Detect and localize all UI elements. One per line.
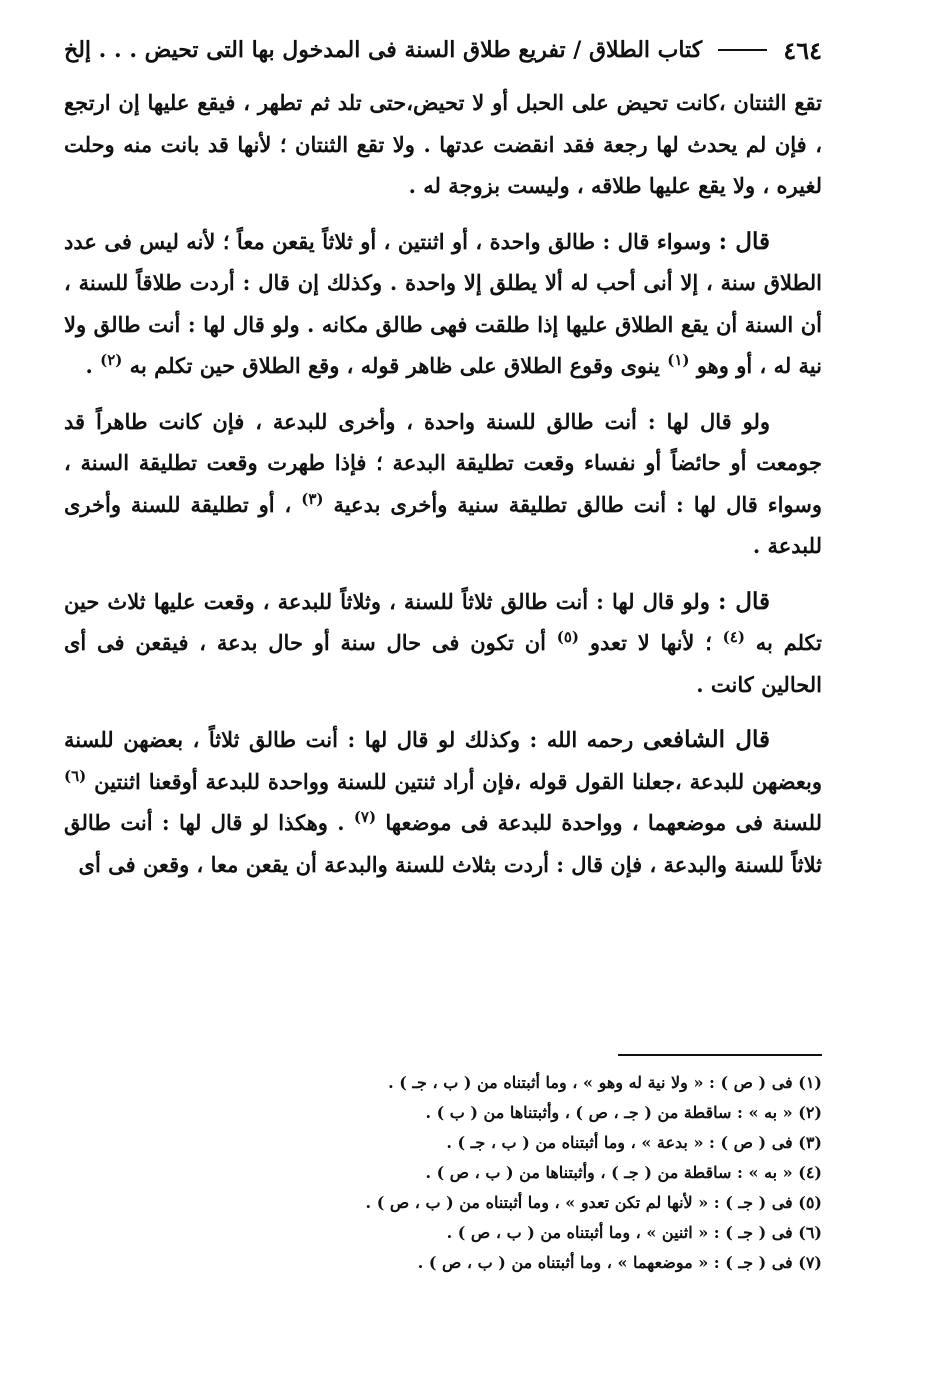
footnote-3: (٣) فى ( ص ) : « بدعة » ، وما أثبتناه من ( ب ، جـ ) . bbox=[446, 1133, 822, 1152]
footnote-marker-1[interactable]: (١) bbox=[667, 351, 690, 369]
paragraph-text: ولو قال لها : أنت طالق للسنة واحدة ، وأخرى للبدعة ، فإن كانت طاهراً قد جومعت أو حائضاً أو نفساء وقعت تطليقة البدعة ؛ فإذا طهرت وقعت تطليقة السنة ، وسواء قال لها : أنت طالق تطليقة سنية وأخرى بدعية bbox=[64, 408, 822, 517]
paragraph-text: ، أو تطليقة للسنة وأخرى للبدعة . bbox=[64, 491, 822, 558]
paragraph-text: رحمه الله : وكذلك لو قال لها : أنت طالق ثلاثاً ، بعضهن للسنة وبعضهن للبدعة ،جعلنا القول قوله ،فإن أراد ثنتين للسنة وواحدة للبدعة أوقعنا اثنتين bbox=[64, 727, 822, 794]
footnote-4: (٤) « به » : ساقطة من ( جـ ) ، وأثبتناها من ( ب ، ص ) . bbox=[425, 1163, 822, 1182]
footnote-marker-2[interactable]: (٢) bbox=[100, 351, 123, 369]
paragraph-text: ينوى وقوع الطلاق على ظاهر قوله ، وقع الطلاق حين تكلم به bbox=[122, 353, 668, 378]
paragraph-1: تقع الثنتان ،كانت تحيض على الحبل أو لا تحيض،حتى تلد ثم تطهر ، فيقع عليها إن ارتجع ، فإن لم يحدث لها رجعة فقد انقضت عدتها . ولا تقع الثنتان ؛ لأنها قد بانت منه وحلت لغيره ، ولا يقع عليها طلاقه ، وليست بزوجة له . bbox=[64, 90, 822, 198]
footnote-5: (٥) فى ( جـ ) : « لأنها لم تكن تعدو » ، وما أثبتناه من ( ب ، ص ) . bbox=[365, 1193, 822, 1212]
paragraph-text: ؛ لأنها لا تعدو bbox=[579, 630, 723, 655]
paragraph-text: . وهكذا لو قال لها : أنت طالق ثلاثاً للسنة والبدعة ، فإن قال : أردت بثلاث للسنة والبدعة أن يقعن معا ، وقعن فى أى bbox=[64, 810, 822, 877]
paragraph-text: . bbox=[85, 353, 101, 378]
running-title: كتاب الطلاق / تفريع طلاق السنة فى المدخول بها التى تحيض . . . إلخ bbox=[64, 37, 703, 63]
footnote-6: (٦) فى ( جـ ) : « اثنين » ، وما أثبتناه من ( ب ، ص ) . bbox=[446, 1223, 822, 1242]
paragraph-lead: قال : bbox=[717, 587, 770, 615]
paragraph-text: للسنة فى موضعهما ، وواحدة للبدعة فى موضعها bbox=[376, 810, 822, 835]
paragraph-2 bbox=[64, 221, 822, 387]
footnote-1: (١) فى ( ص ) : « ولا نية له وهو » ، وما أثبتناه من ( ب ، جـ ) . bbox=[388, 1073, 822, 1092]
footnote-2: (٢) « به » : ساقطة من ( جـ ، ص ) ، وأثبتناها من ( ب ) . bbox=[425, 1103, 822, 1122]
footnote-marker-7[interactable]: (٧) bbox=[353, 808, 377, 826]
paragraph-text: أن تكون فى حال سنة أو حال بدعة ، فيقعن فى أى الحالين كانت . bbox=[64, 630, 822, 697]
footnote-marker-5[interactable]: (٥) bbox=[556, 628, 580, 646]
footnote-marker-3[interactable]: (٣) bbox=[301, 489, 324, 508]
paragraph-text: وسواء قال : طالق واحدة ، أو اثنتين ، أو ثلاثاً يقعن معاً ؛ لأنه ليس فى عدد الطلاق سنة ، إلا أنى أحب له ألا يطلق إلا واحدة . وكذلك إن قال : أردت طلاقاً للسنة ، أن السنة أن يقع الطلاق عليها إذا طلقت فهى طالق مكانه . ولو قال لها : أنت طالق ولا نية له ، أو وهو bbox=[64, 228, 822, 378]
header-rule bbox=[718, 49, 767, 51]
running-header bbox=[64, 30, 822, 70]
footnote-marker-6[interactable]: (٦) bbox=[64, 766, 87, 785]
footnote-divider bbox=[618, 1054, 822, 1056]
paragraph-lead: قال : bbox=[718, 227, 770, 255]
footnote-7: (٧) فى ( جـ ) : « موضعهما » ، وما أثبتناه من ( ب ، ص ) . bbox=[417, 1253, 822, 1272]
paragraph-3 bbox=[64, 401, 822, 567]
page-number: ٤٦٤ bbox=[783, 35, 822, 65]
paragraph-text: ولو قال لها : أنت طالق ثلاثاً للسنة ، وثلاثاً للبدعة ، وقعت عليها ثلاث حين تكلم به bbox=[64, 588, 822, 655]
paragraph-4 bbox=[64, 581, 822, 706]
book-page bbox=[64, 30, 822, 1272]
main-text bbox=[64, 82, 822, 885]
footnotes bbox=[222, 1068, 822, 1278]
paragraph-5 bbox=[64, 719, 822, 885]
footnote-marker-4[interactable]: (٤) bbox=[722, 628, 745, 646]
paragraph-lead: قال الشافعى bbox=[642, 726, 771, 753]
